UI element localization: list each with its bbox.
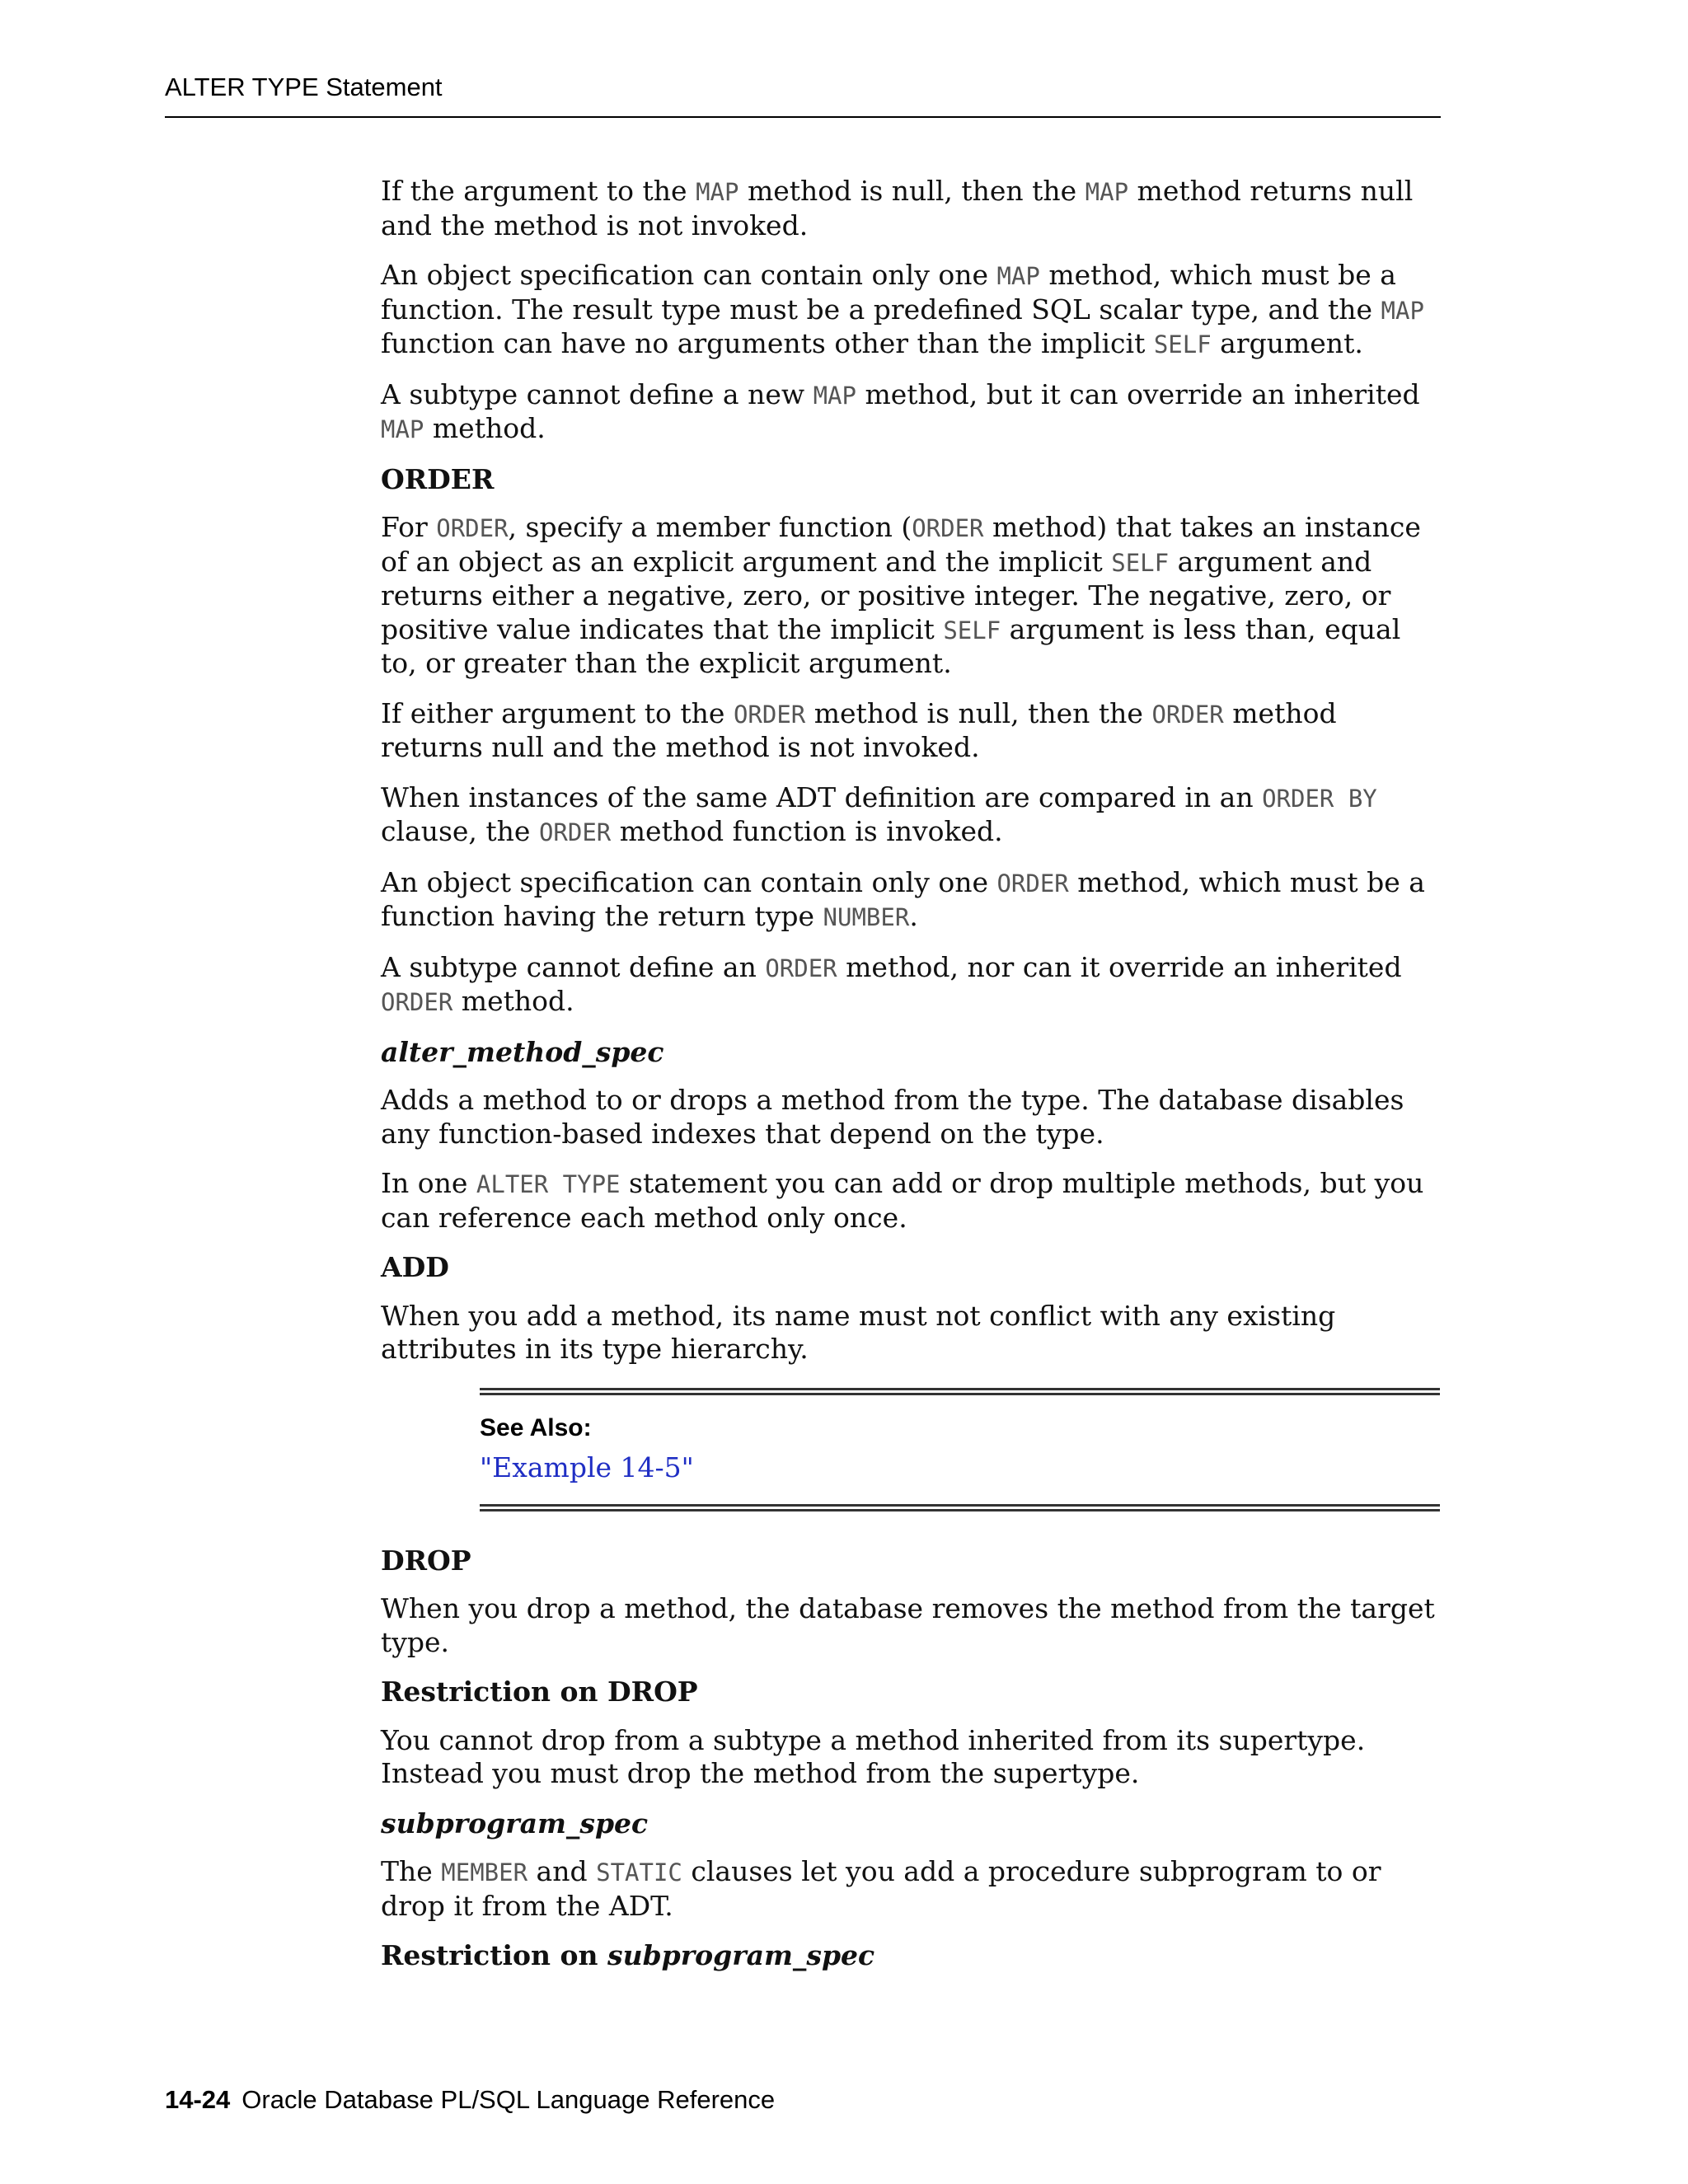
see-also-title: See Also:	[480, 1413, 592, 1441]
paragraph: A subtype cannot define a new MAP method, but it can override an inherited MAP method.	[381, 377, 1420, 444]
paragraph: When you drop a method, the database removes the method from the target type.	[381, 1592, 1435, 1658]
paragraph: The MEMBER and STATIC clauses let you add a procedure subprogram to or drop it from the ADT.	[381, 1855, 1381, 1922]
paragraph: For ORDER, specify a member function (ORDER method) that takes an instance of an object as an explicit argument and the implicit SELF argument and returns either a negative, zero, or positive integer. The negative, zero, or positive value indicates that the implicit SELF argument is less than, equal to, or greater than the explicit argument.	[381, 511, 1421, 679]
paragraph: When you add a method, its name must not conflict with any existing attributes in its type hierarchy.	[381, 1299, 1336, 1365]
paragraph: Adds a method to or drops a method from the type. The database disables any function-based indexes that depend on the type.	[381, 1084, 1404, 1150]
paragraph: When instances of the same ADT definition are compared in an ORDER BY clause, the ORDER method function is invoked.	[381, 780, 1377, 847]
running-header: ALTER TYPE Statement	[165, 73, 443, 101]
book-title: Oracle Database PL/SQL Language Reference	[241, 2085, 776, 2114]
header-rule	[165, 116, 1441, 118]
paragraph: You cannot drop from a subtype a method inherited from its supertype. Instead you must drop the method from the supertype.	[381, 1723, 1366, 1789]
page-footer	[165, 2085, 775, 2115]
see-also-box	[480, 1388, 1440, 1511]
paragraph: An object specification can contain only one ORDER method, which must be a function having the return type NUMBER.	[381, 865, 1425, 932]
paragraph: If either argument to the ORDER method is null, then the ORDER method returns null and the method is not invoked.	[381, 696, 1337, 763]
heading-subprogram-spec: subprogram_spec	[381, 1807, 649, 1840]
see-also-top-rule	[480, 1388, 1440, 1395]
paragraph: An object specification can contain only one MAP method, which must be a function. The result type must be a predefined SQL scalar type, and the MAP function can have no arguments other than the implicit SELF argument.	[381, 259, 1424, 359]
heading-add: ADD	[381, 1251, 449, 1283]
paragraph: In one ALTER TYPE statement you can add or drop multiple methods, but you can reference each method only once.	[381, 1167, 1424, 1234]
heading-restriction-on-drop: Restriction on DROP	[381, 1675, 698, 1708]
see-also-bottom-rule	[480, 1504, 1440, 1511]
heading-alter-method-spec: alter_method_spec	[381, 1035, 664, 1068]
paragraph: If the argument to the MAP method is null, then the MAP method returns null and the method is not invoked.	[381, 175, 1414, 241]
main-content	[381, 175, 1444, 1988]
heading-drop: DROP	[381, 1544, 471, 1577]
paragraph: A subtype cannot define an ORDER method, nor can it override an inherited ORDER method.	[381, 950, 1402, 1017]
page-number: 14-24	[165, 2085, 231, 2114]
heading-restriction-on-subprogram-spec: Restriction on subprogram_spec	[381, 1939, 875, 1971]
example-14-5-link[interactable]: "Example 14-5"	[480, 1451, 694, 1483]
heading-order: ORDER	[381, 462, 495, 495]
